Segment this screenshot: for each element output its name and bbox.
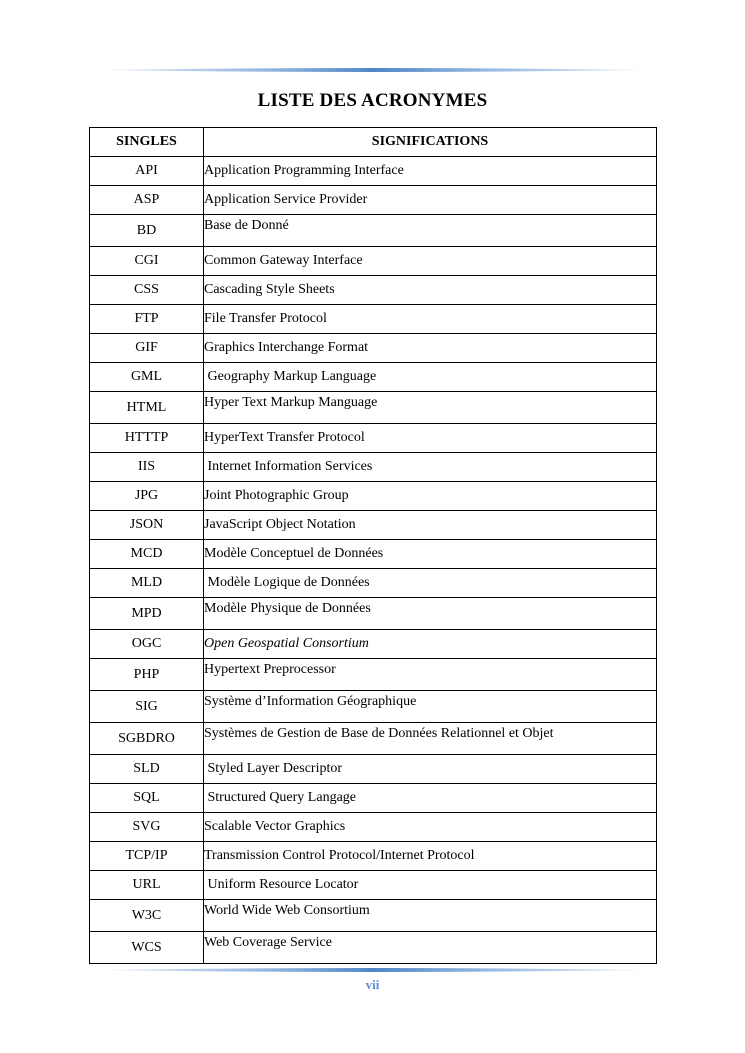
- meaning-cell: HyperText Transfer Protocol: [204, 424, 657, 453]
- acronym-cell: JSON: [90, 511, 204, 540]
- table-row: [90, 691, 657, 723]
- acronym-cell: HTTTP: [90, 424, 204, 453]
- meaning-cell: JavaScript Object Notation: [204, 511, 657, 540]
- meaning-cell: Transmission Control Protocol/Internet Protocol: [204, 842, 657, 871]
- table-row: [90, 630, 657, 659]
- acronym-cell: URL: [90, 871, 204, 900]
- meaning-cell: Modèle Physique de Données: [204, 598, 657, 630]
- table-header-row: [90, 128, 657, 157]
- table-row: [90, 392, 657, 424]
- acronym-cell: TCP/IP: [90, 842, 204, 871]
- meaning-cell: Uniform Resource Locator: [204, 871, 657, 900]
- acronym-cell: SIG: [90, 691, 204, 723]
- meaning-cell: Modèle Logique de Données: [204, 569, 657, 598]
- acronym-cell: GML: [90, 363, 204, 392]
- table-row: [90, 157, 657, 186]
- table-row: [90, 784, 657, 813]
- meaning-cell: Joint Photographic Group: [204, 482, 657, 511]
- acronym-cell: WCS: [90, 932, 204, 964]
- acronym-cell: PHP: [90, 659, 204, 691]
- table-row: [90, 569, 657, 598]
- table-row: [90, 871, 657, 900]
- meaning-cell: Application Programming Interface: [204, 157, 657, 186]
- acronym-cell: IIS: [90, 453, 204, 482]
- acronym-cell: SLD: [90, 755, 204, 784]
- acronym-cell: GIF: [90, 334, 204, 363]
- meaning-cell: File Transfer Protocol: [204, 305, 657, 334]
- bottom-decorative-rule: [104, 967, 644, 973]
- meaning-cell: Hyper Text Markup Manguage: [204, 392, 657, 424]
- acronym-cell: W3C: [90, 900, 204, 932]
- table-row: [90, 276, 657, 305]
- table-row: [90, 598, 657, 630]
- table-row: [90, 363, 657, 392]
- table-row: [90, 424, 657, 453]
- table-row: [90, 813, 657, 842]
- table-row: [90, 842, 657, 871]
- meaning-cell: Styled Layer Descriptor: [204, 755, 657, 784]
- table-row: [90, 723, 657, 755]
- meaning-cell: Système d’Information Géographique: [204, 691, 657, 723]
- acronym-cell: SGBDRO: [90, 723, 204, 755]
- table-row: [90, 186, 657, 215]
- meaning-cell: Graphics Interchange Format: [204, 334, 657, 363]
- table-row: [90, 453, 657, 482]
- page-number: vii: [365, 977, 380, 992]
- header-singles: SINGLES: [90, 128, 204, 157]
- acronym-cell: MLD: [90, 569, 204, 598]
- table-row: [90, 215, 657, 247]
- meaning-cell: Common Gateway Interface: [204, 247, 657, 276]
- acronym-cell: MPD: [90, 598, 204, 630]
- table-row: [90, 900, 657, 932]
- meaning-cell: Structured Query Langage: [204, 784, 657, 813]
- table-row: [90, 932, 657, 964]
- meaning-cell: Web Coverage Service: [204, 932, 657, 964]
- acronym-cell: SQL: [90, 784, 204, 813]
- acronym-cell: API: [90, 157, 204, 186]
- meaning-cell: World Wide Web Consortium: [204, 900, 657, 932]
- table-row: [90, 540, 657, 569]
- table-row: [90, 482, 657, 511]
- acronym-cell: ASP: [90, 186, 204, 215]
- header-significations: SIGNIFICATIONS: [204, 128, 657, 157]
- meaning-cell: Cascading Style Sheets: [204, 276, 657, 305]
- meaning-cell: Modèle Conceptuel de Données: [204, 540, 657, 569]
- table-row: [90, 247, 657, 276]
- acronym-cell: OGC: [90, 630, 204, 659]
- acronym-cell: CGI: [90, 247, 204, 276]
- meaning-cell: Open Geospatial Consortium: [204, 630, 657, 659]
- meaning-cell: Systèmes de Gestion de Base de Données Relationnel et Objet: [204, 723, 657, 755]
- meaning-cell: Geography Markup Language: [204, 363, 657, 392]
- table-row: [90, 305, 657, 334]
- meaning-cell: Base de Donné: [204, 215, 657, 247]
- acronyms-table: [89, 127, 657, 964]
- top-decorative-rule: [104, 67, 644, 73]
- acronym-cell: BD: [90, 215, 204, 247]
- meaning-cell: Hypertext Preprocessor: [204, 659, 657, 691]
- table-row: [90, 755, 657, 784]
- acronym-cell: SVG: [90, 813, 204, 842]
- table-row: [90, 511, 657, 540]
- acronym-cell: CSS: [90, 276, 204, 305]
- acronym-cell: JPG: [90, 482, 204, 511]
- acronym-cell: FTP: [90, 305, 204, 334]
- page-title: LISTE DES ACRONYMES: [257, 90, 488, 111]
- table-row: [90, 659, 657, 691]
- meaning-cell: Internet Information Services: [204, 453, 657, 482]
- acronym-cell: MCD: [90, 540, 204, 569]
- meaning-cell: Application Service Provider: [204, 186, 657, 215]
- meaning-cell: Scalable Vector Graphics: [204, 813, 657, 842]
- acronym-cell: HTML: [90, 392, 204, 424]
- table-row: [90, 334, 657, 363]
